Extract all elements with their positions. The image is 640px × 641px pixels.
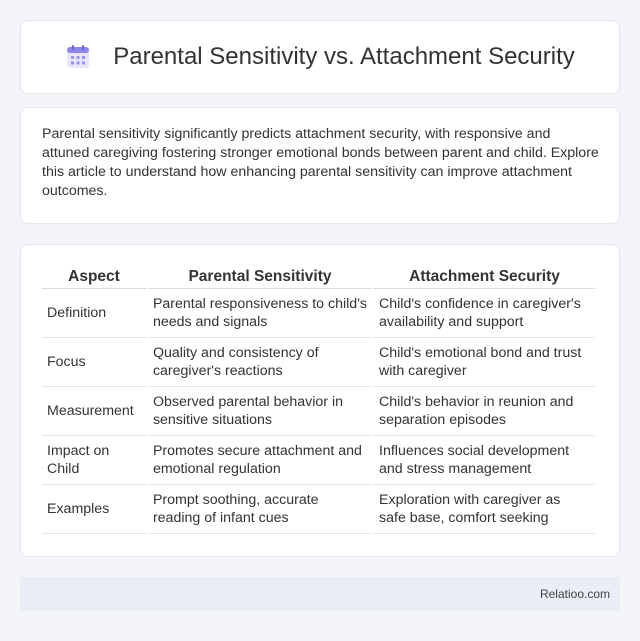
calendar-icon: [65, 44, 91, 70]
row-attachment-security: Child's emotional bond and trust with caregiver: [374, 338, 595, 387]
row-attachment-security: Child's confidence in caregiver's availability and support: [374, 289, 595, 338]
comparison-table-card: [20, 244, 620, 557]
row-attachment-security: Child's behavior in reunion and separation episodes: [374, 387, 595, 436]
row-aspect: Focus: [42, 338, 146, 387]
row-aspect: Impact on Child: [42, 436, 146, 485]
comparison-table: [40, 265, 597, 534]
intro-text: Parental sensitivity significantly predicts attachment security, with responsive and attuned caregiving fostering stronger emotional bonds between parent and child. Explore this article to understand how enhancing parental sensitivity can improve attachment outcomes.: [42, 126, 599, 199]
row-aspect: Measurement: [42, 387, 146, 436]
row-attachment-security: Exploration with caregiver as safe base, comfort seeking: [374, 485, 595, 534]
row-parental-sensitivity: Quality and consistency of caregiver's reactions: [148, 338, 372, 387]
table-row: [42, 338, 595, 387]
table-header-row: [42, 265, 595, 289]
row-parental-sensitivity: Observed parental behavior in sensitive situations: [148, 387, 372, 436]
page-title: Parental Sensitivity vs. Attachment Security: [113, 43, 575, 70]
row-parental-sensitivity: Parental responsiveness to child's needs and signals: [148, 289, 372, 338]
header-parental-sensitivity: Parental Sensitivity: [148, 265, 372, 289]
footer-brand[interactable]: Relatioo.com: [539, 587, 610, 601]
footer: [20, 577, 620, 611]
row-aspect: Examples: [42, 485, 146, 534]
title-card: [20, 20, 620, 94]
table-row: [42, 485, 595, 534]
table-row: [42, 436, 595, 485]
header-aspect: Aspect: [42, 265, 146, 289]
table-row: [42, 289, 595, 338]
intro-card: [20, 107, 620, 224]
header-attachment-security: Attachment Security: [374, 265, 595, 289]
row-parental-sensitivity: Prompt soothing, accurate reading of infant cues: [148, 485, 372, 534]
row-parental-sensitivity: Promotes secure attachment and emotional regulation: [148, 436, 372, 485]
row-attachment-security: Influences social development and stress management: [374, 436, 595, 485]
table-row: [42, 387, 595, 436]
row-aspect: Definition: [42, 289, 146, 338]
